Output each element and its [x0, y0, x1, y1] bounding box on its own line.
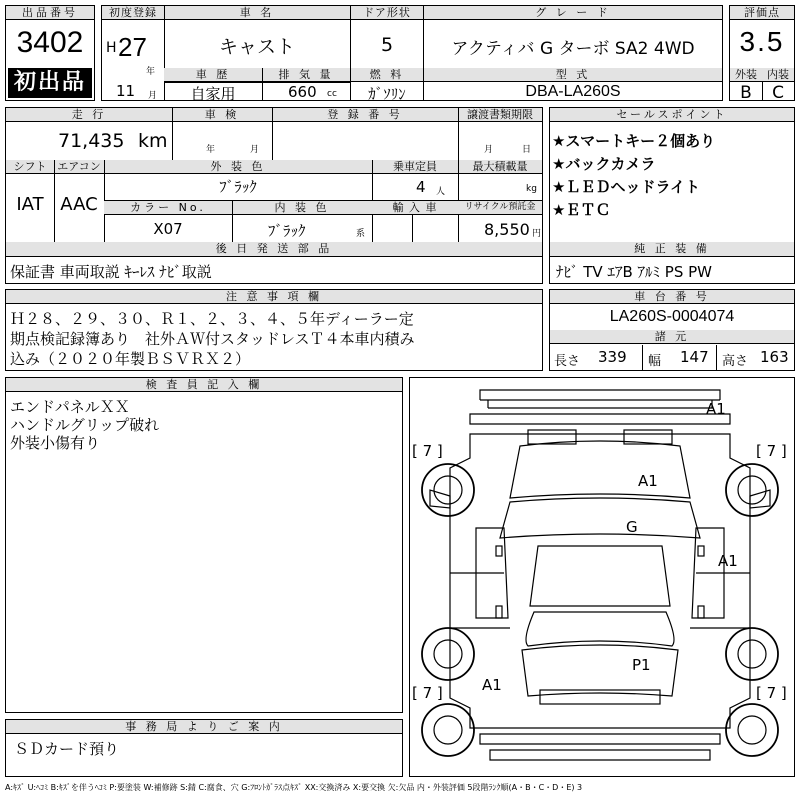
ext-color-label: 外 装 色	[104, 160, 372, 174]
inspector-line: 外装小傷有り	[10, 434, 101, 452]
door-value: 5	[380, 34, 394, 56]
score-box	[729, 5, 795, 101]
score-value: 3.5	[739, 26, 785, 57]
int-color-label: 内 装 色	[232, 201, 372, 215]
office-label: 事 務 局 よ り ご 案 内	[6, 720, 402, 734]
lot-label: 出品番号	[6, 6, 94, 20]
ac-value: AAC	[60, 194, 98, 215]
damage-mark: A1	[706, 400, 726, 418]
inspector-line: エンドパネルＸＸ	[10, 398, 130, 416]
int-value: C	[772, 83, 784, 103]
ac-label: エアコン	[54, 160, 104, 174]
length-value: 339	[598, 348, 627, 366]
length-label: 長さ	[554, 354, 581, 369]
model-value: DBA-LA260S	[525, 83, 621, 100]
office-value: ＳＤカード預り	[14, 740, 120, 758]
later-parts-box	[5, 256, 543, 284]
transfer-day-unit: 日	[522, 145, 532, 155]
capacity-unit: 人	[436, 187, 446, 197]
damage-mark: A1	[482, 676, 502, 694]
damage-mark: A1	[718, 552, 738, 570]
history-value: 自家用	[190, 85, 236, 103]
reg-month-unit: 月	[148, 91, 158, 101]
tire-mark: [ 7 ]	[756, 442, 787, 460]
displacement-label: 排 気 量	[262, 68, 350, 82]
color-no-label: カラー No.	[104, 201, 232, 215]
notes-line: 期点検記録簿あり 社外ＡＷ付スタッドレスＴ４本車内積み	[10, 330, 415, 348]
ext-label: 外装	[730, 68, 762, 82]
notes-line: Ｈ２８、２９、３０、Ｒ１、２、３、４、５年ディーラー定	[10, 310, 414, 328]
tire-mark: [ 7 ]	[412, 442, 443, 460]
dims-label: 諸 元	[550, 330, 794, 344]
capacity-label: 乗車定員	[372, 160, 458, 174]
load-unit: kg	[526, 184, 537, 194]
chassis-label: 車 台 番 号	[550, 290, 794, 304]
inspection-year-unit: 年	[206, 145, 216, 155]
tire-mark: [ 7 ]	[756, 684, 787, 702]
sales-item: ★ＬＥＤヘッドライト	[552, 178, 700, 196]
width-label: 幅	[648, 354, 662, 369]
car-name: キャスト	[218, 36, 295, 58]
height-label: 高さ	[722, 354, 749, 369]
notes-line: 込み（２０２０年製ＢＳＶＲＸ２）	[10, 350, 251, 368]
recycle-unit: 円	[532, 229, 542, 239]
inspector-box	[5, 377, 403, 713]
name-label: 車 名	[164, 6, 350, 20]
damage-mark: G	[626, 518, 638, 536]
fuel-label: 燃 料	[351, 68, 423, 82]
tire-mark: [ 7 ]	[412, 684, 443, 702]
equipment-box	[549, 256, 795, 284]
damage-mark: A1	[638, 472, 658, 490]
damage-mark: P1	[632, 656, 651, 674]
ext-value: B	[740, 83, 752, 103]
car-outline	[410, 378, 793, 775]
ext-color-value: ﾌﾞﾗｯｸ	[219, 178, 257, 196]
capacity-value: 4	[416, 178, 426, 196]
reg-year-unit: 年	[146, 67, 156, 77]
mileage-label: 走 行	[6, 108, 172, 122]
inspector-line: ハンドルグリップ破れ	[10, 416, 160, 434]
mileage-value: 71,435	[58, 130, 125, 152]
history-label: 車 歴	[164, 68, 262, 82]
load-label: 最大積載量	[458, 160, 542, 174]
sales-item: ★スマートキー２個あり	[552, 132, 716, 150]
displacement-value: 660	[288, 83, 317, 101]
reg-label: 初度登録	[102, 6, 164, 20]
chassis-box	[549, 289, 795, 371]
int-color-value: ﾌﾞﾗｯｸ	[268, 222, 306, 240]
shift-value: IAT	[16, 194, 44, 215]
transfer-label: 譲渡書類期限	[458, 108, 542, 122]
reg-year: 27	[118, 32, 147, 62]
inspection-label: 車 検	[172, 108, 272, 122]
equipment-value: ﾅﾋﾞ TV ｴｱB ｱﾙﾐ PS PW	[556, 263, 712, 281]
fuel-value: ｶﾞｿﾘﾝ	[368, 85, 406, 103]
grade-box	[423, 5, 723, 101]
reg-month: 11	[116, 82, 136, 100]
chassis-value: LA260S-0004074	[609, 308, 735, 325]
damage-diagram	[409, 377, 795, 777]
legend: A:ｷｽﾞ U:ﾍｺﾐ B:ｷｽﾞを伴うﾍｺﾐ P:要塗装 W:補修跡 S:錆 C:腐食、穴 G:ﾌﾛﾝﾄｶﾞﾗｽ点ｷｽﾞ XX:交換済み X:要交換 欠:欠品 内・外装評価 5段階ﾗﾝｸ順(A・B・C・D・E) 3	[5, 783, 583, 792]
score-label: 評価点	[730, 6, 794, 20]
detail-box	[5, 107, 543, 257]
first-listing-badge: 初出品	[8, 68, 92, 98]
grade-value: アクティバ G ターボ SA2 4WD	[451, 39, 695, 59]
int-color-unit: 系	[356, 229, 366, 239]
lot-number: 3402	[16, 26, 84, 59]
width-value: 147	[680, 348, 709, 366]
inspection-month-unit: 月	[250, 145, 260, 155]
mileage-unit: km	[138, 130, 168, 152]
color-no-value: X07	[153, 220, 183, 238]
door-label: ドア形状	[351, 6, 423, 20]
sales-item: ★バックカメラ	[552, 155, 656, 173]
equipment-label: 純 正 装 備	[550, 242, 794, 256]
int-label: 内装	[762, 68, 794, 82]
notes-label: 注 意 事 項 欄	[6, 290, 542, 304]
recycle-label: リサイクル預託金	[458, 201, 542, 215]
registration-box	[101, 5, 351, 101]
door-box	[350, 5, 424, 101]
lot-box	[5, 5, 95, 101]
notes-box	[5, 289, 543, 371]
import-label: 輸 入 車	[372, 201, 458, 215]
regno-label: 登 録 番 号	[272, 108, 458, 122]
inspector-label: 検 査 員 記 入 欄	[6, 378, 402, 392]
height-value: 163	[760, 348, 789, 366]
recycle-value: 8,550	[484, 220, 530, 239]
model-label: 型 式	[424, 68, 722, 82]
office-box	[5, 719, 403, 777]
reg-era: H	[106, 40, 117, 56]
sales-label: セールスポイント	[550, 108, 794, 122]
displacement-unit: cc	[327, 89, 337, 99]
transfer-month-unit: 月	[484, 145, 494, 155]
sales-box	[549, 107, 795, 257]
later-parts-value: 保証書 車両取説 ｷｰﾚｽ ﾅﾋﾞ取説	[10, 263, 212, 281]
sales-item: ★ＥＴＣ	[552, 201, 611, 219]
grade-label: グ レ ー ド	[424, 6, 722, 20]
later-parts-label: 後 日 発 送 部 品	[6, 242, 542, 256]
shift-label: シフト	[6, 160, 54, 174]
